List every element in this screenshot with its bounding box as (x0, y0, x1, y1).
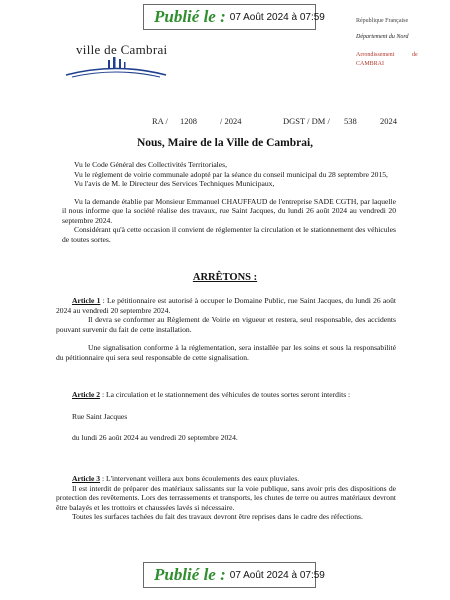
published-stamp-bottom (143, 562, 325, 588)
article-2-street: Rue Saint Jacques (72, 411, 128, 421)
published-date: 07 Août 2024 à 07:59 (229, 11, 325, 23)
arretons-text: ARRÊTONS : (192, 272, 258, 283)
header-arrondissement: Arrondissement (356, 52, 395, 58)
published-stamp-top (143, 4, 325, 30)
article-1-signalisation: Une signalisation conforme à la réglementation, sera installée par les soins et sous la responsabilité du pétitionnaire qui sera seul responsable de cette signalisation. (56, 343, 396, 362)
preamble-code: Vu le Code Général des Collectivités Territoriales, (74, 160, 228, 169)
arretons-heading (0, 272, 450, 283)
preamble-demande: Vu la demande établie par Monsieur Emmanuel CHAUFFAUD de l'entreprise SADE CGTH, par laquelle il nous informe que la société réalise des travaux, rue Saint Jacques, du lundi 26 août 2024 au vendredi 20 septembre 2024. (62, 196, 396, 225)
city-logo-text: ville de Cambrai (76, 42, 168, 57)
article-3-intro (56, 474, 396, 484)
published-label-bottom: Publié le : (154, 565, 226, 584)
article-2-intro (56, 390, 396, 400)
preamble (62, 160, 396, 244)
article-1-responsabilite: Il devra se conformer au Règlement de Voirie en vigueur et restera, seul responsable, des accidents pouvant survenir du fait de cette installation. (56, 315, 396, 334)
article-3-materiaux: Il est interdit de préparer des matériaux salissants sur la voie publique, sans avoir pris des dispositions de protection des revêtements. Lors des terrassements et transports, les chutes de terre ou autres matériaux devront être balayés et les trottoirs et chaussées lavés si nécessaire. (56, 483, 396, 512)
article-1 (56, 296, 396, 362)
page-title: Nous, Maire de la Ville de Cambrai, (136, 137, 314, 149)
article-3-surfaces: Toutes les surfaces tachées du fait des travaux devront être reprises dans le cadre des réfections. (72, 512, 363, 521)
published-label: Publié le : (154, 7, 226, 26)
header-republic: République Française (356, 18, 409, 24)
article-2 (56, 390, 396, 443)
header-cambrai: CAMBRAI (356, 61, 385, 67)
city-logo-icon (64, 56, 168, 78)
dgst-number: 538 (344, 116, 357, 126)
article-3-text: : L'intervenant veillera aux bons écoulements des eaux pluviales. (100, 474, 300, 483)
header-arrondissement-de: de (412, 52, 418, 58)
preamble-avis: Vu l'avis de M. le Directeur des Services Techniques Municipaux, (74, 179, 275, 188)
article-1-text: : Le pétitionnaire est autorisé à occuper le Domaine Public, rue Saint Jacques, du lundi 26 août 2024 au vendredi 20 septembre 2024. (56, 296, 396, 315)
article-3-label: Article 3 (72, 474, 101, 483)
ra-number: 1208 (180, 116, 197, 126)
article-2-dates: du lundi 26 août 2024 au vendredi 20 septembre 2024. (72, 433, 238, 442)
ra-year: / 2024 (220, 116, 242, 126)
article-3 (56, 474, 396, 522)
article-2-text: : La circulation et le stationnement des véhicules de toutes sortes seront interdits : (100, 390, 351, 399)
ra-label: RA / (152, 116, 168, 126)
published-date-bottom: 07 Août 2024 à 07:59 (229, 569, 325, 581)
dgst-year: 2024 (380, 116, 397, 126)
header-department: Département du Nord (356, 34, 409, 40)
article-1-label: Article 1 (72, 296, 101, 305)
article-2-label: Article 2 (72, 390, 101, 399)
preamble-reglement: Vu le règlement de voirie communale adopté par la séance du conseil municipal du 28 septembre 2015, (74, 169, 388, 179)
preamble-considerant: Considérant qu'à cette occasion il convient de réglementer la circulation et le stationnement des véhicules de toutes sortes. (62, 225, 396, 244)
dgst-label: DGST / DM / (283, 116, 330, 126)
article-1-intro (56, 296, 396, 315)
